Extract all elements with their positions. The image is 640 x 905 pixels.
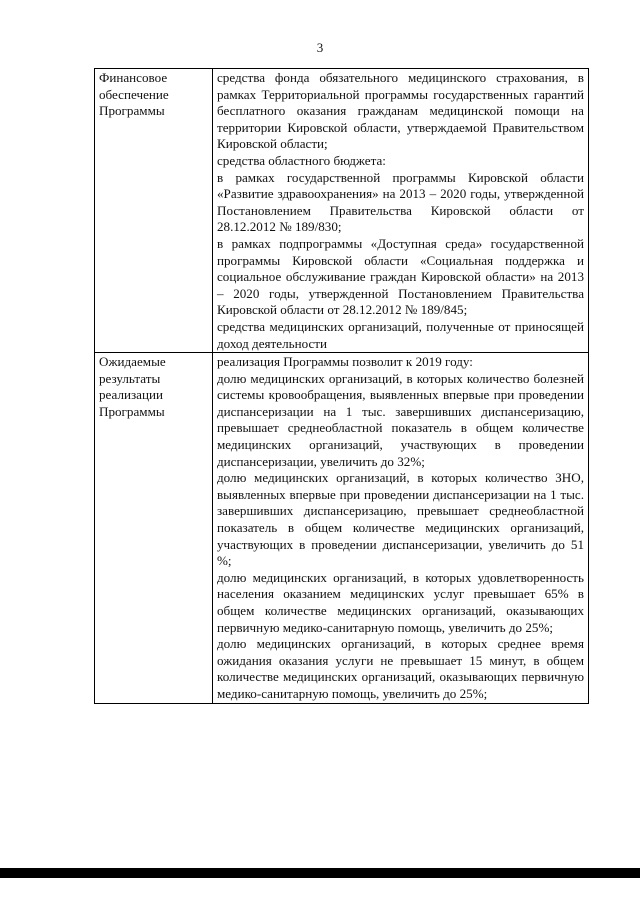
row-content-financing xyxy=(213,69,589,353)
row-label-financing: Финансовое обеспечение Программы xyxy=(95,69,213,353)
page-number: 3 xyxy=(316,40,324,55)
table-row-expected-results xyxy=(95,353,589,703)
table-row-financing xyxy=(95,69,589,353)
row-label-expected-results: Ожидаемые результаты реализации Программы xyxy=(95,353,213,703)
paragraph: в рамках государственной программы Кировской области «Развитие здравоохранения» на 2013 – 2020 годы, утвержденной Постановлением Правительства Кировской области от 28.12.2012 № 189/830; xyxy=(217,169,584,235)
paragraph: долю медицинских организаций, в которых удовлетворенность населения оказанием медицинских услуг превышает 65% в общем количестве медицинских организаций, оказывающих первичную медико-санитарную помощь, увеличить до 25%; xyxy=(217,569,584,635)
paragraph: средства областного бюджета: xyxy=(217,152,386,168)
paragraph: долю медицинских организаций, в которых количество ЗНО, выявленных впервые при проведении диспансеризации на 1 тыс. завершивших диспансеризацию, превышает среднеобластной показатель в общем количестве медицинских организаций, участвующих в проведении диспансеризации, увеличить до 51 %; xyxy=(217,470,584,569)
paragraph: в рамках подпрограммы «Доступная среда» государственной программы Кировской области «Социальная поддержка и социальное обслуживание граждан Кировской области» на 2013 – 2020 годы, утвержденной Постановлением Правительства Кировской области от 28.12.2012 № 189/845; xyxy=(217,235,584,318)
paragraph: долю медицинских организаций, в которых количество болезней системы кровообращения, выявленных впервые при проведении диспансеризации на 1 тыс. завершивших диспансеризацию, превышает среднеобластной показатель в общем количестве медицинских организаций, участвующих в проведении диспансеризации, увеличить до 32%; xyxy=(217,370,584,469)
row-content-expected-results xyxy=(213,353,589,703)
scan-edge-bar xyxy=(0,868,640,878)
program-passport-table xyxy=(94,68,589,704)
paragraph: реализация Программы позволит к 2019 году: xyxy=(217,354,473,370)
paragraph: средства медицинских организаций, полученные от приносящей доход деятельности xyxy=(217,318,584,351)
paragraph: средства фонда обязательного медицинского страхования, в рамках Территориальной программы государственных гарантий бесплатного оказания гражданам медицинской помощи на территории Кировской области, утверждаемой Правительством Кировской области; xyxy=(217,70,584,152)
paragraph: долю медицинских организаций, в которых среднее время ожидания оказания услуги не превышает 15 минут, в общем количестве медицинских организаций, оказывающих первичную медико-санитарную помощь, увеличить до 25%; xyxy=(217,636,584,701)
